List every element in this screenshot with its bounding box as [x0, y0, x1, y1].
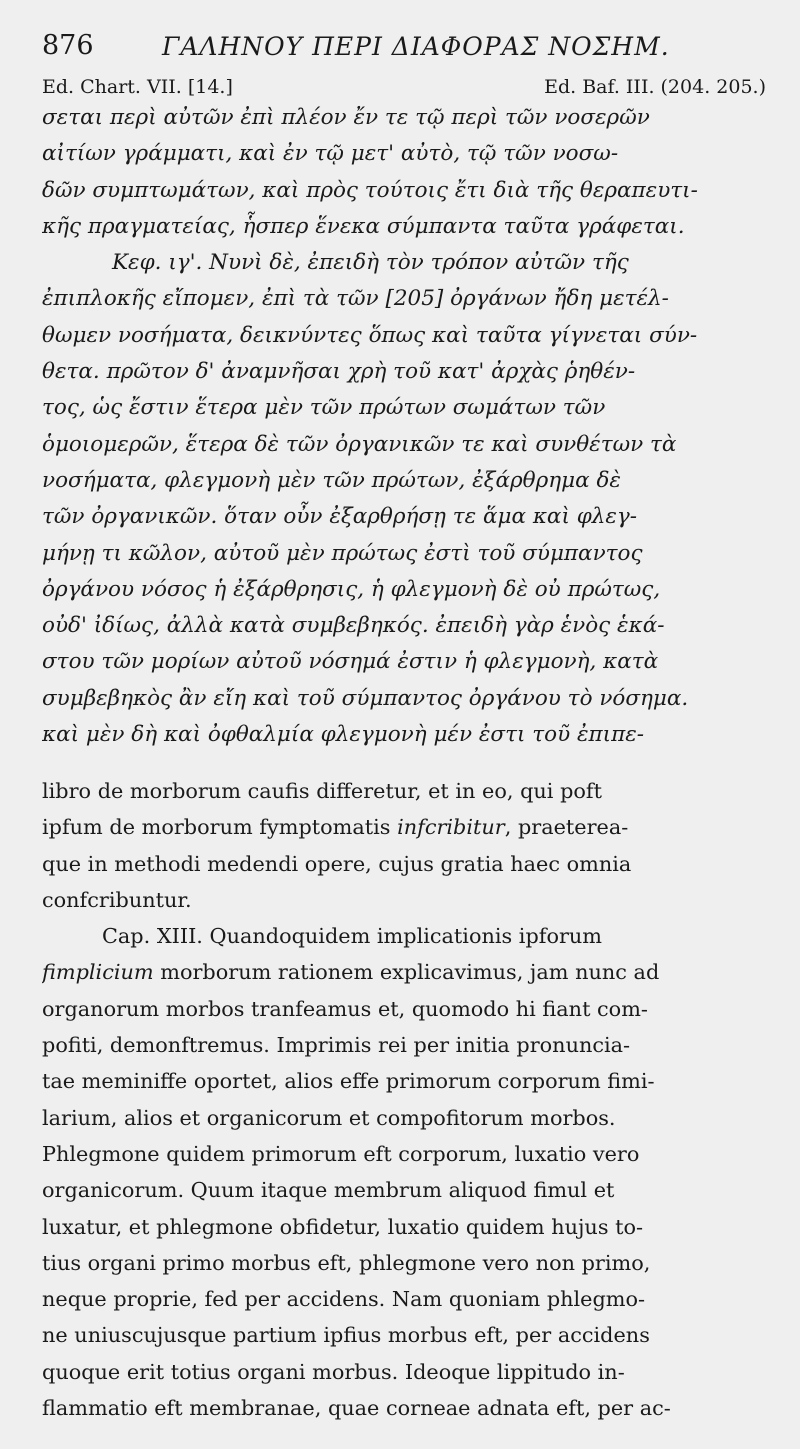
- latin-text: morborum rationem explicavimus, jam nunc ad: [153, 960, 660, 985]
- edition-chart-reference: Ed. Chart. VII. [14.]: [42, 76, 233, 98]
- greek-line: τος, ὡς ἔστιν ἕτερα μὲν τῶν πρώτων σωμάτων τῶν: [42, 395, 606, 421]
- greek-line: δῶν συμπτωμάτων, καὶ πρὸς τούτοις ἔτι διὰ τῆς θεραπευτι-: [42, 177, 698, 203]
- greek-text-block: [42, 100, 766, 753]
- latin-text: , praeterea-: [504, 815, 629, 840]
- greek-line: ὀργάνου νόσος ἡ ἐξάρθρησις, ἡ φλεγμονὴ δὲ οὐ πρώτως,: [42, 576, 661, 602]
- latin-line: larium, alios et organicorum et compofitorum morbos.: [42, 1105, 616, 1130]
- latin-line: quoque erit totius organi morbus. Ideoque lippitudo in-: [42, 1359, 625, 1384]
- greek-line: ὁμοιομερῶν, ἕτερα δὲ τῶν ὀργανικῶν τε καὶ συνθέτων τὰ: [42, 431, 677, 457]
- greek-line: καὶ μὲν δὴ καὶ ὀφθαλμία φλεγμονὴ μέν ἐστι τοῦ ἐπιπε-: [42, 722, 645, 748]
- latin-line: organorum morbos tranfeamus et, quomodo hi fiant com-: [42, 996, 648, 1021]
- greek-chapter-heading-line: Κεφ. ιγ'. Νυνὶ δὲ, ἐπειδὴ τὸν τρόπον αὐτῶν τῆς: [112, 250, 629, 276]
- greek-line: συμβεβηκὸς ἂν εἴη καὶ τοῦ σύμπαντος ὀργάνου τὸ νόσημα.: [42, 685, 689, 711]
- greek-line: κῆς πραγματείας, ἧσπερ ἕνεκα σύμπαντα ταῦτα γράφεται.: [42, 213, 685, 239]
- greek-line: νοσήματα, φλεγμονὴ μὲν τῶν πρώτων, ἐξάρθρημα δὲ: [42, 467, 621, 493]
- greek-line: θωμεν νοσήματα, δεικνύντες ὅπως καὶ ταῦτα γίγνεται σύν-: [42, 322, 698, 348]
- latin-line: ne uniuscujusque partium ipfius morbus eft, per accidens: [42, 1323, 650, 1348]
- latin-line: libro de morborum caufis differetur, et in eo, qui poft: [42, 779, 602, 803]
- latin-line: luxatur, et phlegmone obfidetur, luxatio quidem hujus to-: [42, 1214, 644, 1239]
- latin-line: Phlegmone quidem primorum eft corporum, luxatio vero: [42, 1141, 640, 1166]
- latin-line: neque proprie, fed per accidens. Nam quoniam phlegmo-: [42, 1287, 646, 1312]
- greek-line: θετα. πρῶτον δ' ἀναμνῆσαι χρὴ τοῦ κατ' ἀρχὰς ῥηθέν-: [42, 359, 636, 385]
- latin-chapter-heading-line: Cap. XIII. Quandoquidem implicationis ipforum: [102, 924, 603, 949]
- latin-line: confcribuntur.: [42, 887, 192, 912]
- latin-line: tius organi primo morbus eft, phlegmone vero non primo,: [42, 1250, 651, 1275]
- greek-line: αἰτίων γράμματι, καὶ ἐν τῷ μετ' αὐτὸ, τῷ τῶν νοσω-: [42, 141, 619, 167]
- latin-line: [42, 954, 764, 990]
- greek-line: ἐπιπλοκῆς εἴπομεν, ἐπὶ τὰ τῶν [205] ὀργάνων ἤδη μετέλ-: [42, 286, 669, 312]
- greek-line: στου τῶν μορίων αὐτοῦ νόσημά ἐστιν ἡ φλεγμονὴ, κατὰ: [42, 649, 659, 675]
- latin-italic-word: fimplicium: [42, 960, 154, 985]
- latin-line: tae meminiffe oportet, alios effe primorum corporum fimi-: [42, 1069, 655, 1094]
- greek-line: τῶν ὀργανικῶν. ὅταν οὖν ἐξαρθρήσῃ τε ἅμα καὶ φλεγ-: [42, 504, 638, 530]
- greek-line: οὐδ' ἰδίως, ἀλλὰ κατὰ συμβεβηκός. ἐπειδὴ γὰρ ἑνὸς ἑκά-: [42, 613, 665, 639]
- page-header: [42, 30, 770, 70]
- latin-line: flammatio eft membranae, quae corneae adnata eft, per ac-: [42, 1396, 671, 1421]
- greek-line: μήνῃ τι κῶλον, αὐτοῦ μὲν πρώτως ἐστὶ τοῦ σύμπαντος: [42, 540, 643, 566]
- page-number: 876: [42, 30, 94, 61]
- latin-italic-word: infcribitur: [397, 815, 505, 840]
- latin-line: pofiti, demonftremus. Imprimis rei per initia pronuncia-: [42, 1033, 631, 1058]
- edition-basel-reference: Ed. Baf. III. (204. 205.): [544, 76, 766, 98]
- latin-text: ipfum de morborum fymptomatis: [42, 815, 398, 840]
- latin-line: que in methodi medendi opere, cujus gratia haec omnia: [42, 851, 632, 876]
- latin-text-block: [42, 773, 764, 1426]
- running-title: ΓΑΛΗΝΟΥ ΠΕΡΙ ΔΙΑΦΟΡΑΣ ΝΟΣΗΜ.: [162, 32, 670, 61]
- latin-line: [42, 809, 764, 845]
- latin-line: organicorum. Quum itaque membrum aliquod fimul et: [42, 1178, 615, 1203]
- greek-line: σεται περὶ αὐτῶν ἐπὶ πλέον ἔν τε τῷ περὶ τῶν νοσερῶν: [42, 105, 650, 130]
